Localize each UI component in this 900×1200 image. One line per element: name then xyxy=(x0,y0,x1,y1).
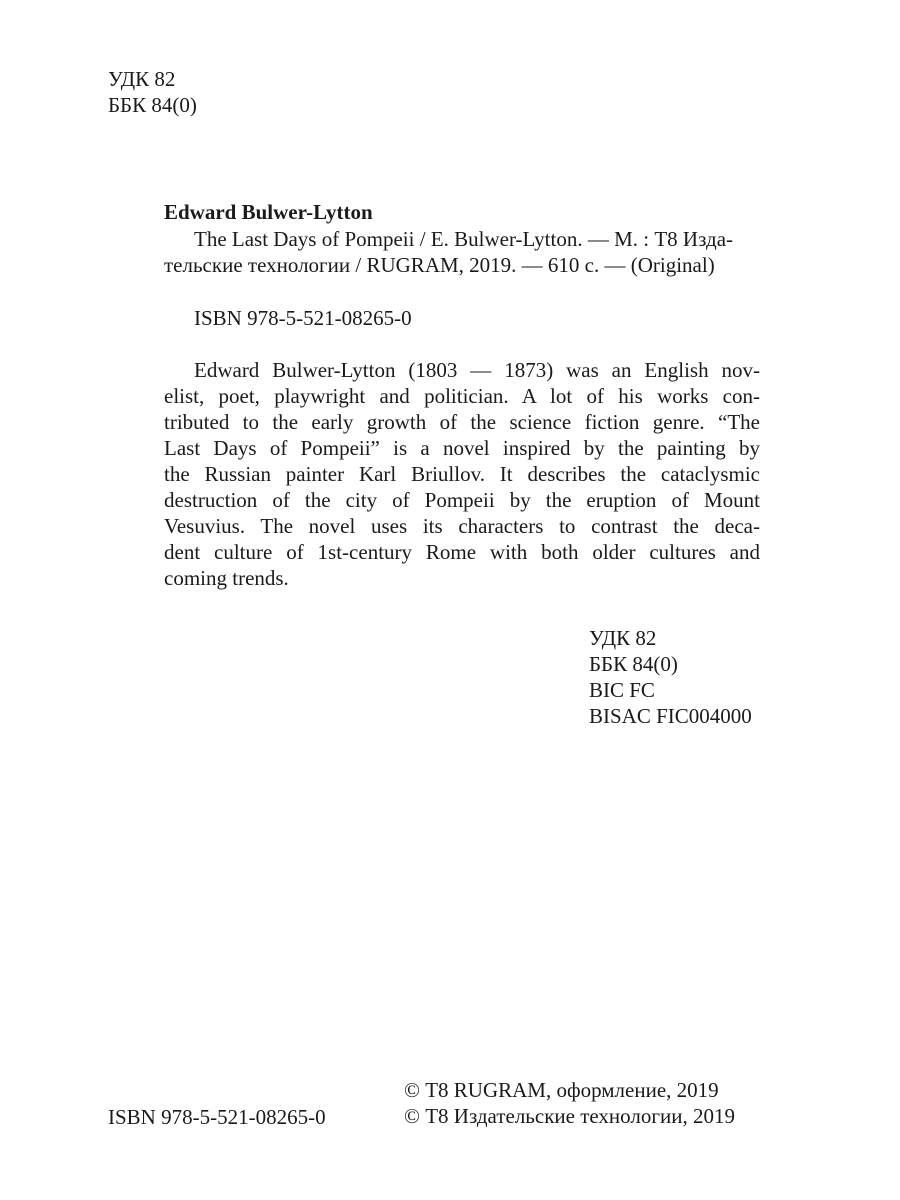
bbk-code: ББК 84(0) xyxy=(108,93,197,117)
abstract-line: elist, poet, playwright and politician. A lot of his works con- xyxy=(164,384,760,408)
abstract-line: destruction of the city of Pompeii by the eruption of Mount xyxy=(164,488,760,512)
footer-isbn: ISBN 978-5-521-08265-0 xyxy=(108,1105,326,1129)
author-heading: Edward Bulwer-Lytton xyxy=(164,200,373,224)
abstract-line: Edward Bulwer-Lytton (1803 — 1873) was an English nov- xyxy=(194,358,760,382)
bbk-code: ББК 84(0) xyxy=(589,652,678,676)
abstract-line: Last Days of Pompeii” is a novel inspired by the painting by xyxy=(164,436,760,460)
bibliographic-description xyxy=(164,226,760,278)
udk-code: УДК 82 xyxy=(589,626,657,650)
abstract-line: dent culture of 1st-century Rome with both older cultures and xyxy=(164,540,760,564)
abstract-line: Vesuvius. The novel uses its characters to contrast the deca- xyxy=(164,514,760,538)
abstract-line: coming trends. xyxy=(164,566,289,590)
biblio-line: The Last Days of Pompeii / E. Bulwer-Lytton. — М. : Т8 Изда- xyxy=(194,227,734,251)
biblio-line: тельские технологии / RUGRAM, 2019. — 610 с. — (Original) xyxy=(164,253,715,277)
abstract-line: the Russian painter Karl Briullov. It describes the cataclysmic xyxy=(164,462,760,486)
isbn-line: ISBN 978-5-521-08265-0 xyxy=(194,306,412,330)
abstract-paragraph xyxy=(164,357,760,591)
classification-block xyxy=(589,625,752,729)
top-classification-codes xyxy=(108,66,197,118)
bic-code: BIC FC xyxy=(589,678,655,702)
copyright-rugram: © Т8 RUGRAM, оформление, 2019 xyxy=(404,1078,719,1102)
copyright-t8: © Т8 Издательские технологии, 2019 xyxy=(404,1104,735,1128)
udk-code: УДК 82 xyxy=(108,67,176,91)
bisac-code: BISAC FIC004000 xyxy=(589,704,752,728)
abstract-line: tributed to the early growth of the science fiction genre. “The xyxy=(164,410,760,434)
copyright-block xyxy=(404,1077,735,1129)
